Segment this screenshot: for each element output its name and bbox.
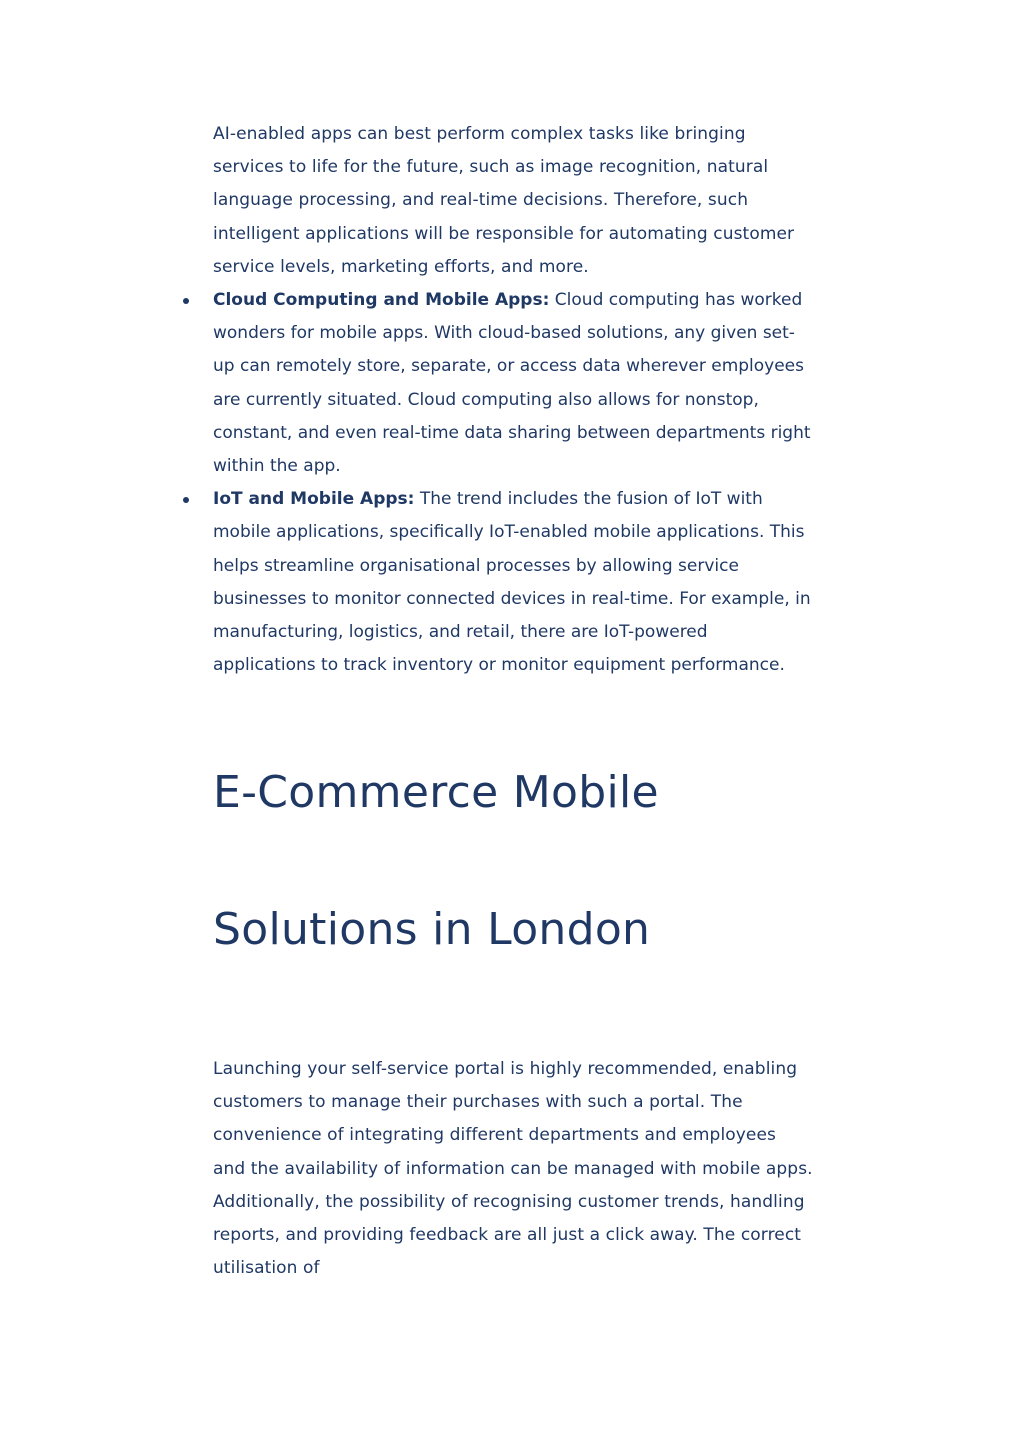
document-body [213, 118, 813, 682]
bullet-dot-icon [183, 497, 189, 503]
section-heading-line-1: E-Commerce Mobile [213, 767, 659, 818]
bullet-list [213, 284, 813, 682]
closing-paragraph: Launching your self-service portal is highly recommended, enabling customers to manage their purchases with such a portal. The convenience of integrating different departments and employees and the availability of information can be managed with mobile apps. Additionally, the possibility of recognising customer trends, handling reports, and providing feedback are all just a click away. The correct utilisation of [213, 1059, 813, 1279]
bullet-lead-cloud: Cloud Computing and Mobile Apps: [213, 290, 550, 311]
closing-section [213, 1053, 813, 1285]
bullet-item-iot [213, 483, 813, 682]
bullet-lead-iot: IoT and Mobile Apps: [213, 489, 415, 510]
section-heading-line-2: Solutions in London [213, 904, 651, 955]
bullet-text-iot: The trend includes the fusion of IoT with mobile applications, specifically IoT-enabled mobile applications. This helps streamline organisational processes by allowing service businesses to monitor connected devices in real-time. For example, in manufacturing, logistics, and retail, there are IoT-powered applications to track inventory or monitor equipment performance. [213, 489, 811, 676]
bullet-dot-icon [183, 298, 189, 304]
bullet-text-cloud: Cloud computing has worked wonders for mobile apps. With cloud-based solutions, any given set-up can remotely store, separate, or access data wherever employees are currently situated. Cloud computing also allows for nonstop, constant, and even real-time data sharing between departments right within the app. [213, 290, 811, 477]
bullet-item-cloud [213, 284, 813, 483]
intro-paragraph: AI-enabled apps can best perform complex tasks like bringing services to life for the future, such as image recognition, natural language processing, and real-time decisions. Therefore, such intelligent applications will be responsible for automating customer service levels, marketing efforts, and more. [213, 124, 795, 277]
